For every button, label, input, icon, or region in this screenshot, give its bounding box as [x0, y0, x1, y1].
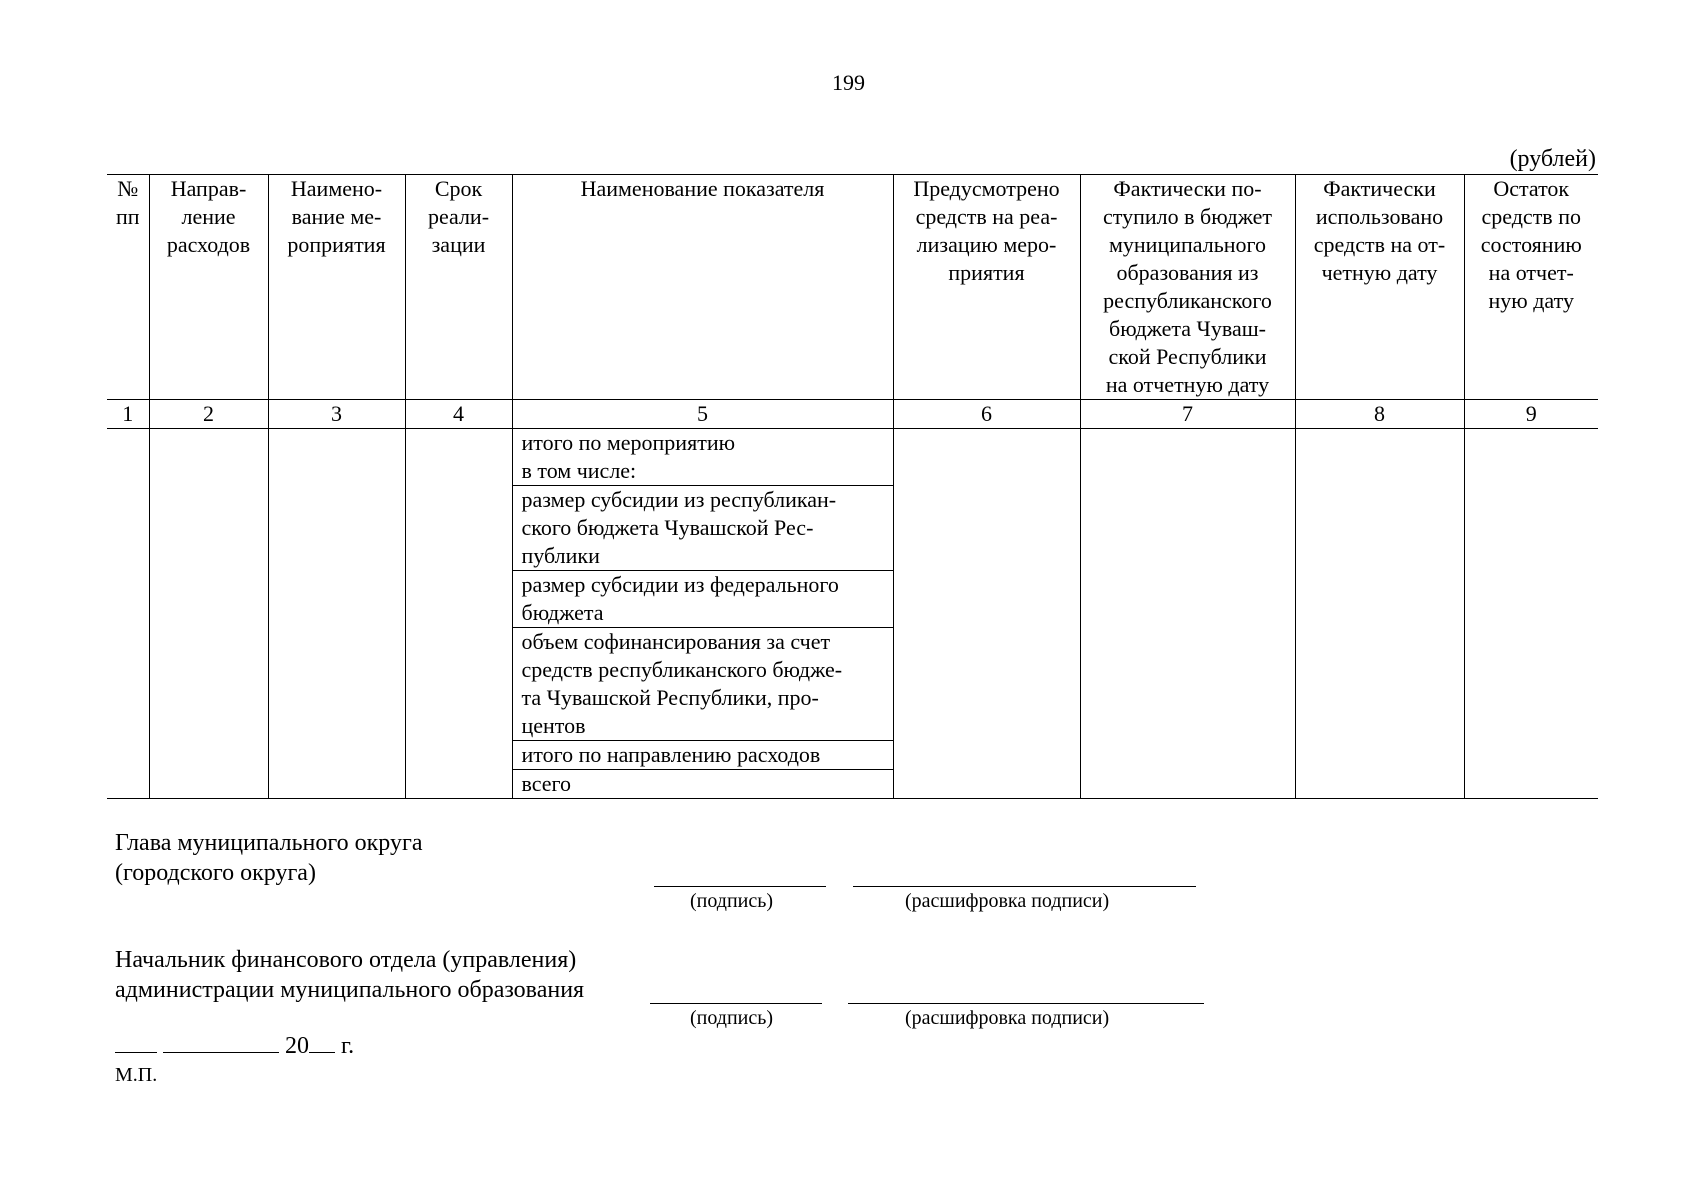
indicator-cell — [512, 429, 893, 799]
report-table — [107, 174, 1598, 799]
decode-caption: (расшифровка подписи) — [905, 1007, 1110, 1029]
header-cell-6 — [893, 175, 1080, 400]
empty-cell — [1464, 429, 1598, 799]
header-cell-5 — [512, 175, 893, 400]
date-line — [115, 1030, 354, 1060]
header-cell-9 — [1464, 175, 1598, 400]
indicator-row-cofinancing — [513, 628, 893, 741]
header-text: лизацию меро- — [916, 232, 1057, 257]
header-cell-1 — [107, 175, 149, 400]
header-text: Наименование показателя — [580, 176, 825, 201]
header-text: Фактически по- — [1113, 176, 1262, 201]
column-number: 8 — [1295, 400, 1464, 429]
empty-cell — [268, 429, 405, 799]
empty-cell — [1295, 429, 1464, 799]
finance-signature-title — [115, 945, 584, 1005]
header-text: № — [117, 176, 139, 201]
decode-caption: (расшифровка подписи) — [905, 890, 1110, 912]
indicator-text: размер субсидии из федерального — [521, 572, 839, 597]
head-signature-decode-line[interactable] — [853, 886, 1196, 887]
indicator-text: ского бюджета Чувашской Рес- — [521, 515, 814, 540]
indicator-text: размер субсидии из республикан- — [521, 487, 837, 512]
empty-cell — [149, 429, 268, 799]
column-number: 3 — [268, 400, 405, 429]
stamp-place: М.П. — [115, 1064, 158, 1086]
header-text: зации — [431, 232, 486, 257]
header-cell-2 — [149, 175, 268, 400]
empty-cell — [405, 429, 512, 799]
header-text: роприятия — [287, 232, 386, 257]
indicator-text: центов — [521, 713, 586, 738]
indicator-text: публики — [521, 543, 600, 568]
header-text: образования из — [1116, 260, 1259, 285]
empty-cell — [893, 429, 1080, 799]
signature-caption: (подпись) — [690, 1007, 774, 1029]
header-text: на отчет- — [1488, 260, 1574, 285]
header-cell-4 — [405, 175, 512, 400]
indicator-row-federal-subsidy — [513, 571, 893, 628]
header-text: реали- — [427, 204, 490, 229]
header-text: использовано — [1315, 204, 1444, 229]
finance-title-line: администрации муниципального образования — [115, 977, 585, 1003]
header-text: четную дату — [1321, 260, 1438, 285]
indicator-text: та Чувашской Республики, про- — [521, 685, 819, 710]
indicator-text: всего — [521, 771, 572, 796]
header-cell-3 — [268, 175, 405, 400]
table-body-row — [107, 429, 1598, 799]
header-cell-8 — [1295, 175, 1464, 400]
finance-signature-line[interactable] — [650, 1003, 822, 1004]
unit-note: (рублей) — [1509, 146, 1596, 172]
empty-cell — [1080, 429, 1295, 799]
indicator-text: в том числе: — [521, 458, 637, 483]
indicator-row-grand-total — [513, 770, 893, 798]
head-signature-title — [115, 828, 423, 888]
column-number: 2 — [149, 400, 268, 429]
header-text: средств по — [1481, 204, 1581, 229]
header-text: Фактически — [1323, 176, 1436, 201]
year-blank[interactable] — [309, 1030, 335, 1053]
header-text: расходов — [166, 232, 251, 257]
header-text: приятия — [948, 260, 1025, 285]
header-text: ную дату — [1488, 288, 1574, 313]
header-text: вание ме- — [291, 204, 382, 229]
header-text: республиканского — [1103, 288, 1272, 313]
column-number: 6 — [893, 400, 1080, 429]
header-text: Срок — [434, 176, 483, 201]
head-title-line: (городского округа) — [115, 860, 316, 886]
indicator-row-direction-total — [513, 741, 893, 770]
indicator-text: бюджета — [521, 600, 604, 625]
indicator-text: итого по направлению расходов — [521, 742, 821, 767]
column-number: 9 — [1464, 400, 1598, 429]
head-title-line: Глава муниципального округа — [115, 830, 423, 856]
year-prefix: 20 — [285, 1033, 309, 1059]
year-suffix: г. — [341, 1033, 355, 1059]
indicator-text: итого по мероприятию — [521, 430, 736, 455]
header-text: Наимено- — [290, 176, 383, 201]
head-signature-line[interactable] — [654, 886, 826, 887]
header-text: на отчетную дату — [1105, 372, 1270, 397]
header-text: ступило в бюджет — [1103, 204, 1272, 229]
header-text: Остаток — [1493, 176, 1570, 201]
empty-cell — [107, 429, 149, 799]
header-text: ской Республики — [1108, 344, 1267, 369]
column-number: 4 — [405, 400, 512, 429]
header-cell-7 — [1080, 175, 1295, 400]
indicator-row-activity-total — [513, 429, 893, 486]
header-text: пп — [115, 204, 140, 229]
header-text: средств на от- — [1313, 232, 1446, 257]
header-text: средств на реа- — [915, 204, 1058, 229]
indicator-text: объем софинансирования за счет — [521, 629, 831, 654]
header-text: муниципального — [1108, 232, 1266, 257]
header-text: ление — [181, 204, 236, 229]
signature-caption: (подпись) — [690, 890, 774, 912]
header-text: бюджета Чуваш- — [1109, 316, 1266, 341]
column-number-row — [107, 400, 1598, 429]
month-blank[interactable] — [163, 1030, 279, 1053]
column-number: 1 — [107, 400, 149, 429]
header-row — [107, 175, 1598, 400]
indicator-row-republic-subsidy — [513, 486, 893, 571]
header-text: Предусмотрено — [913, 176, 1060, 201]
header-text: Направ- — [170, 176, 247, 201]
column-number: 7 — [1080, 400, 1295, 429]
finance-title-line: Начальник финансового отдела (управления) — [115, 947, 577, 973]
day-blank[interactable] — [115, 1030, 157, 1053]
indicator-text: средств республиканского бюдже- — [521, 657, 843, 682]
column-number: 5 — [512, 400, 893, 429]
page-number: 199 — [832, 70, 865, 95]
finance-signature-decode-line[interactable] — [848, 1003, 1204, 1004]
header-text: состоянию — [1480, 232, 1582, 257]
